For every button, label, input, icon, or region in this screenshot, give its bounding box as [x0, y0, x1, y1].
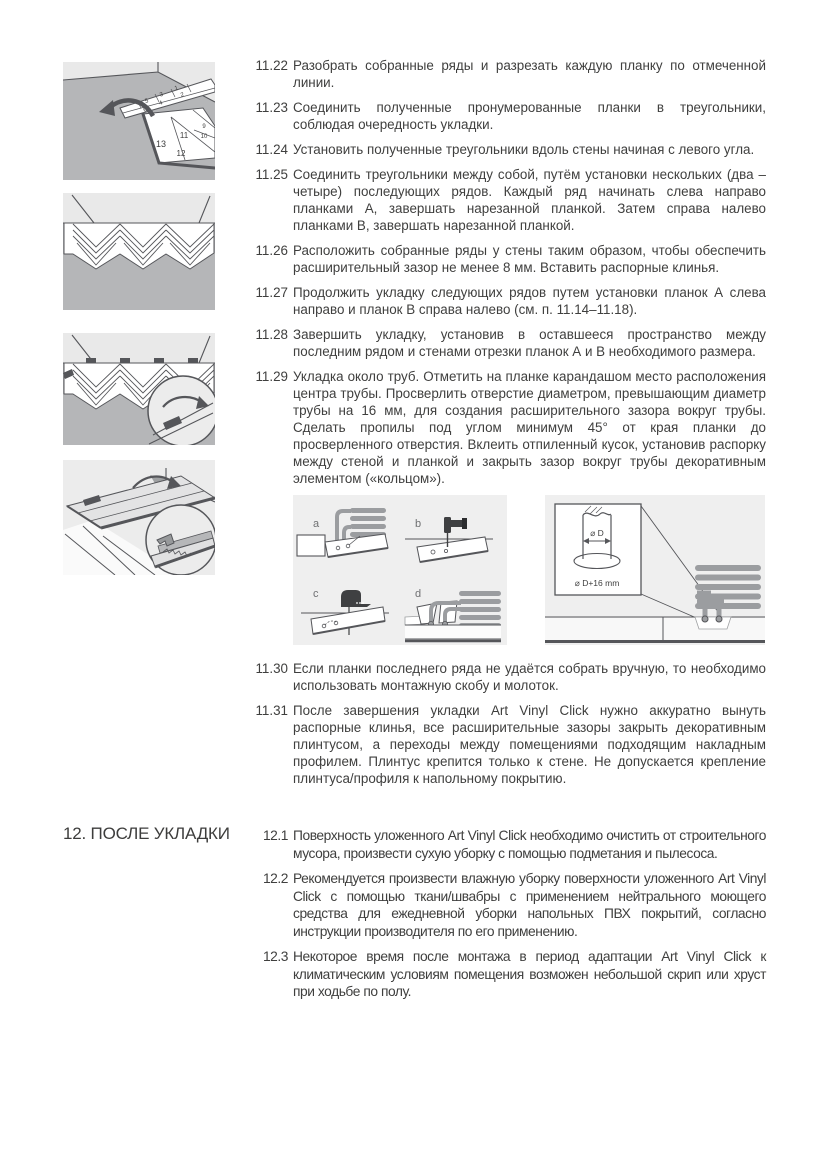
instruction-item-12-2	[252, 870, 766, 940]
item-text: Соединить полученные пронумерованные планки в треугольники, соблюдая очередность укладки.	[293, 100, 766, 132]
expansion-hole	[574, 554, 620, 569]
instruction-item-11-27	[252, 284, 766, 318]
floor-plank	[405, 625, 501, 639]
plank-number: 1	[174, 85, 179, 93]
item-number: 11.22	[255, 58, 288, 73]
floor-notch	[695, 617, 731, 629]
pipe-diagrams-row	[293, 495, 766, 645]
figure-disassemble-rows-svg	[63, 62, 215, 180]
item-text: Некоторое время после монтажа в период адаптации Art Vinyl Click к климатическим условиям помещения возможен небольшой скрип или хруст при ходьбе по полу.	[293, 949, 766, 999]
item-text: Разобрать собранные ряды и разрезать каждую планку по отмеченной линии.	[293, 58, 766, 90]
item-text: Соединить треугольники между собой, путём установки нескольких (два – четыре) последующих рядов. Каждый ряд начинать слева направо планками А, завершать нарезанной планкой. Затем справа налево планками В, завершать нарезанной планкой.	[293, 167, 766, 233]
figure-herringbone-rows-svg	[63, 193, 215, 310]
item-number: 12.2	[262, 871, 288, 886]
step-label-c: c	[313, 588, 319, 600]
step-label-b: b	[415, 518, 422, 530]
figure-spacer-wedges	[63, 333, 215, 445]
magnifier-detail	[148, 376, 215, 445]
item-number: 11.24	[255, 142, 288, 157]
instruction-item-11-23	[252, 99, 766, 133]
plank-number: 4	[158, 100, 164, 108]
plank-number: 13	[155, 139, 167, 149]
item-text: Укладка около труб. Отметить на планке карандашом место расположения центра трубы. Просверлить отверстие диаметром, превышающим диаметр трубы на 16 мм, для создания расширительного зазора вокруг трубы. Сделать пропилы под углом минимум 45° от края планки до просверленного отверстия. Вклеить отпиленный кусок, установив распорку между стеной и планкой и закрыть зазор вокруг трубы декоративным элементом («кольцом»).	[293, 369, 766, 486]
instruction-item-11-29	[252, 368, 766, 487]
step-label-a: a	[313, 518, 320, 530]
instruction-item-11-22	[252, 57, 766, 91]
item-text: Поверхность уложенного Art Vinyl Click необходимо очистить от строительного мусора, произвести сухую уборку с помощью подметания и пылесоса.	[293, 828, 766, 861]
pipe-callout-box	[555, 504, 641, 595]
item-text: Рекомендуется произвести влажную уборку поверхности уложенного Art Vinyl Click с помощью ткани/швабры с применением нейтрального моющего средства для ежедневной уборки напольных ПВХ покрытий, согласно инструкции производителя по его применению.	[293, 871, 766, 939]
item-text: Если планки последнего ряда не удаётся собрать вручную, то необходимо использовать монтажную скобу и молоток.	[293, 661, 766, 693]
instruction-item-11-30	[252, 660, 766, 694]
floor	[545, 617, 765, 642]
item-text: После завершения укладки Art Vinyl Click нужно аккуратно вынуть распорные клинья, все расширительные зазоры закрыть декоративным плинтусом, а переходы между помещениями подходящим накладным профилем. Плинтус крепится только к стене. Не допускается крепление плинтуса/профиля к напольному покрытию.	[293, 703, 766, 786]
figure-pipe-diameter	[545, 495, 765, 645]
step-label-d: d	[415, 588, 422, 600]
item-number: 11.31	[255, 703, 288, 718]
plank-number: 12	[176, 149, 186, 158]
section-after-installation	[63, 824, 766, 1001]
item-text: Установить полученные треугольники вдоль стены начиная с левого угла.	[293, 142, 755, 157]
instruction-item-11-28	[252, 326, 766, 360]
herringbone-band	[64, 223, 214, 269]
plank-number: 11	[179, 131, 189, 140]
item-text: Продолжить укладку следующих рядов путем установки планок А слева направо и планок В справа налево (см. п. 11.14–11.18).	[293, 285, 766, 317]
item-number: 11.27	[255, 285, 288, 300]
pipe-diameter-label: ⌀ D	[590, 528, 604, 538]
instruction-item-11-26	[252, 242, 766, 276]
item-number: 11.25	[255, 167, 288, 182]
item-number: 12.3	[262, 949, 288, 964]
figure-herringbone-rows	[63, 193, 215, 310]
figure-last-row-tool	[63, 460, 215, 575]
item-number: 11.23	[255, 100, 288, 115]
item-number: 11.29	[255, 369, 288, 384]
item-text: Завершить укладку, установив в оставшееся пространство между последним рядом и стенами отрезки планок А и В необходимого размера.	[293, 327, 766, 359]
magnifier-detail	[146, 505, 215, 575]
pipe-hole-label: ⌀ D+16 mm	[574, 578, 620, 588]
item-number: 11.26	[255, 243, 288, 258]
plank-number: 3	[159, 91, 165, 99]
plank-number: 6	[142, 106, 148, 114]
item-text: Расположить собранные ряды у стены таким образом, чтобы обеспечить расширительный зазор не менее 8 мм. Вставить распорные клинья.	[293, 243, 766, 275]
instruction-item-11-31	[252, 702, 766, 787]
plank-number: 5	[144, 98, 150, 105]
instruction-item-11-25	[252, 166, 766, 234]
figure-disassemble-rows	[63, 62, 215, 180]
item-number: 11.30	[255, 661, 288, 676]
figure-pipe-steps	[293, 495, 507, 645]
instruction-item-11-24	[252, 141, 766, 158]
item-number: 12.1	[262, 828, 288, 843]
figure-spacer-wedges-svg	[63, 333, 215, 445]
figure-last-row-tool-svg	[63, 460, 215, 575]
wall-block	[297, 535, 325, 556]
plank-number: 10	[200, 134, 208, 140]
plank-number: 9	[202, 124, 206, 130]
instruction-item-12-3	[252, 948, 766, 1001]
item-number: 11.28	[255, 327, 288, 342]
plank-number: 2	[180, 92, 185, 99]
instruction-item-12-1	[252, 827, 766, 862]
section-heading: 12. ПОСЛЕ УКЛАДКИ	[63, 824, 230, 843]
